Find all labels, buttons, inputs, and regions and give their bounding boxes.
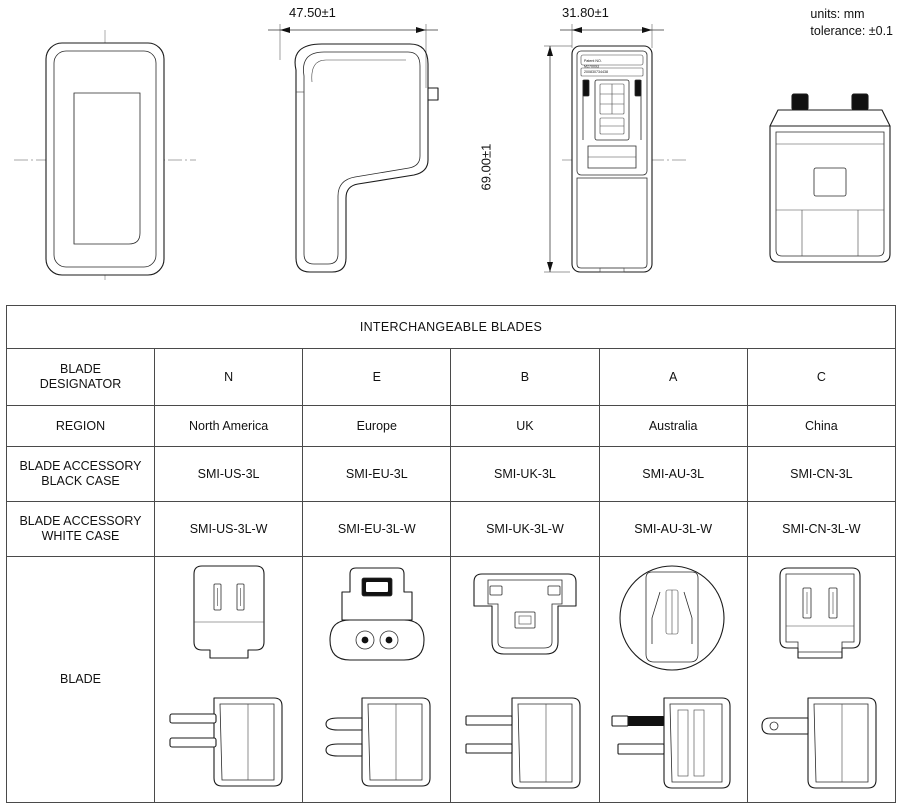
cell-region-e: Europe [303,406,451,447]
cell-white-case-b: SMI-UK-3L-W [451,502,599,557]
cell-region-c: China [747,406,895,447]
blade-cn-icon [748,558,894,801]
view-right-rear [740,10,903,300]
cell-designator-a: A [599,349,747,406]
dimension-width-front: 47.50±1 [289,5,336,20]
table-title-row [7,306,896,349]
row-label-white-case: BLADE ACCESSORY WHITE CASE [7,502,155,557]
orthographic-views [0,0,903,300]
view-left-end [8,8,208,298]
row-label-region: REGION [7,406,155,447]
cell-blade-au [599,557,747,803]
table-row [7,447,896,502]
cell-white-case-n: SMI-US-3L-W [155,502,303,557]
units-line-1: units: mm [810,7,865,21]
view-front [238,0,468,300]
cell-black-case-n: SMI-US-3L [155,447,303,502]
cell-designator-b: B [451,349,599,406]
cell-black-case-c: SMI-CN-3L [747,447,895,502]
blade-au-icon [600,558,746,801]
cell-blade-us [155,557,303,803]
cell-designator-e: E [303,349,451,406]
cell-region-a: Australia [599,406,747,447]
patent-label-line-3: 200830734438 [584,70,608,74]
dimension-width-side: 31.80±1 [562,5,609,20]
cell-black-case-e: SMI-EU-3L [303,447,451,502]
patent-label-line-2: M270093 [584,64,599,69]
cell-white-case-c: SMI-CN-3L-W [747,502,895,557]
blade-eu-icon [304,558,450,801]
row-label-designator: BLADE DESIGNATOR [7,349,155,406]
cell-white-case-a: SMI-AU-3L-W [599,502,747,557]
cell-region-b: UK [451,406,599,447]
table-row [7,502,896,557]
cell-blade-eu [303,557,451,803]
blade-us-icon [156,558,302,801]
view-rear [500,0,700,300]
cell-designator-c: C [747,349,895,406]
table-row [7,406,896,447]
cell-blade-cn [747,557,895,803]
interchangeable-blades-table [6,305,896,803]
cell-designator-n: N [155,349,303,406]
cell-black-case-b: SMI-UK-3L [451,447,599,502]
dimension-height: 69.00±1 [478,143,494,191]
tolerance-line: tolerance: ±0.1 [810,24,893,38]
row-label-blade: BLADE [7,557,155,803]
cell-black-case-a: SMI-AU-3L [599,447,747,502]
cell-white-case-e: SMI-EU-3L-W [303,502,451,557]
table-row-blades [7,557,896,803]
table-row [7,349,896,406]
patent-label-line-1: Patent NO. [584,59,602,63]
cell-region-n: North America [155,406,303,447]
table-title: INTERCHANGEABLE BLADES [7,306,896,349]
blade-uk-icon [452,558,598,801]
cell-blade-uk [451,557,599,803]
row-label-black-case: BLADE ACCESSORY BLACK CASE [7,447,155,502]
